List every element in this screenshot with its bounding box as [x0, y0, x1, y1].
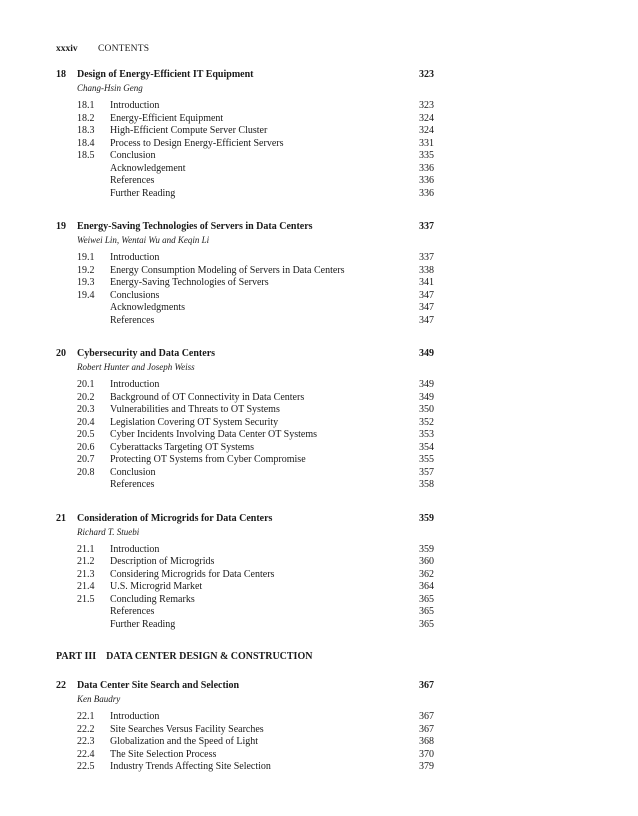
chapter-heading	[56, 68, 434, 82]
entry-page: 354	[419, 441, 434, 453]
entry-title: Energy-Saving Technologies of Servers	[110, 277, 269, 288]
toc-entry	[77, 761, 434, 774]
entry-number: 20.1	[77, 379, 95, 390]
chapter-page: 337	[419, 221, 434, 232]
chapter-heading	[56, 220, 434, 234]
chapter-authors: Weiwei Lin, Wentai Wu and Keqin Li	[77, 235, 210, 245]
entry-title: Protecting OT Systems from Cyber Compromise	[110, 454, 306, 465]
entry-title: Further Reading	[110, 618, 176, 630]
chapter-number: 20	[56, 348, 66, 359]
entry-page: 352	[419, 416, 434, 428]
entry-title: Conclusion	[110, 150, 156, 161]
toc-entry	[77, 125, 434, 138]
entry-title: Introduction	[110, 100, 160, 111]
entry-number: 21.4	[77, 581, 95, 592]
toc-entry	[77, 581, 434, 594]
entry-title: The Site Selection Process	[110, 748, 217, 760]
entry-title: Considering Microgrids for Data Centers	[110, 568, 275, 580]
toc-entry	[77, 265, 434, 278]
entry-page: 349	[419, 379, 434, 390]
entry-title: Legislation Covering OT System Security	[110, 416, 279, 428]
entry-page: 347	[419, 302, 434, 313]
toc-entry	[77, 404, 434, 417]
entry-number: 18.2	[77, 112, 95, 124]
toc-entry	[77, 569, 434, 582]
entry-page: 365	[419, 618, 434, 630]
entry-title: Process to Design Energy-Efficient Servers	[110, 137, 284, 149]
entry-number: 20.4	[77, 416, 95, 428]
entry-title: Conclusions	[110, 289, 160, 301]
chapter-block	[56, 68, 434, 200]
entry-title: High-Efficient Compute Server Cluster	[110, 125, 268, 136]
entry-number: 18.4	[77, 137, 95, 149]
entry-number: 20.8	[77, 466, 95, 478]
entry-title: Acknowledgement	[110, 162, 186, 174]
entry-title: References	[110, 175, 155, 186]
toc-entry	[77, 290, 434, 303]
chapter-number: 21	[56, 512, 66, 524]
entry-title: Background of OT Connectivity in Data Centers	[110, 391, 305, 403]
entry-title: Energy-Efficient Equipment	[110, 112, 224, 124]
chapter-title: Energy-Saving Technologies of Servers in Data Centers	[77, 221, 313, 232]
toc-entry	[77, 467, 434, 480]
entry-page: 331	[419, 137, 434, 149]
toc-entry	[77, 749, 434, 762]
entry-page: 367	[419, 723, 434, 735]
toc-entry	[77, 277, 434, 290]
entry-title: Globalization and the Speed of Light	[110, 736, 259, 747]
entry-page: 359	[419, 543, 434, 555]
entry-page: 324	[419, 125, 434, 136]
chapter-page: 367	[419, 680, 434, 691]
chapter-page: 359	[419, 512, 434, 524]
entry-number: 21.5	[77, 593, 95, 605]
entry-number: 22.3	[77, 736, 95, 747]
chapter-block	[56, 512, 434, 632]
entry-page: 336	[419, 175, 434, 186]
entry-page: 362	[419, 568, 434, 580]
entry-title: References	[110, 479, 155, 490]
entry-page: 367	[419, 711, 434, 722]
entry-number: 19.3	[77, 277, 95, 288]
entry-number: 21.1	[77, 543, 95, 555]
entry-number: 19.4	[77, 289, 95, 301]
running-title: CONTENTS	[98, 44, 150, 54]
toc-entry	[77, 429, 434, 442]
toc-entry	[77, 252, 434, 265]
chapter-number: 18	[56, 69, 66, 80]
page-number: xxxiv	[56, 44, 78, 54]
entry-title: Industry Trends Affecting Site Selection	[110, 761, 271, 772]
entry-page: 323	[419, 100, 434, 111]
entry-page: 364	[419, 581, 434, 592]
entry-page: 338	[419, 264, 434, 276]
entry-title: Introduction	[110, 379, 160, 390]
entry-number: 20.5	[77, 429, 95, 440]
chapter-heading	[56, 679, 434, 693]
toc-entry	[77, 417, 434, 430]
entry-number: 22.5	[77, 761, 95, 772]
entry-title: Acknowledgments	[110, 302, 185, 313]
chapter-title: Design of Energy-Efficient IT Equipment	[77, 69, 254, 80]
chapter-title: Consideration of Microgrids for Data Centers	[77, 512, 273, 524]
toc-entry	[77, 544, 434, 557]
part-heading	[56, 650, 434, 664]
toc-entry	[77, 392, 434, 405]
toc-entry	[77, 606, 434, 619]
entry-page: 337	[419, 252, 434, 263]
entry-page: 360	[419, 556, 434, 567]
entry-number: 18.5	[77, 150, 95, 161]
toc-entry	[77, 479, 434, 492]
chapter-block	[56, 679, 434, 774]
entry-page: 347	[419, 289, 434, 301]
entry-title: Introduction	[110, 252, 160, 263]
entry-number: 22.1	[77, 711, 95, 722]
entry-title: Cyberattacks Targeting OT Systems	[110, 441, 255, 453]
toc-entry	[77, 100, 434, 113]
entry-page: 355	[419, 454, 434, 465]
part-title: DATA CENTER DESIGN & CONSTRUCTION	[106, 651, 313, 662]
entry-title: Cyber Incidents Involving Data Center OT Systems	[110, 429, 318, 440]
entry-page: 336	[419, 162, 434, 174]
chapter-authors: Richard T. Stuebi	[77, 526, 140, 537]
entry-page: 365	[419, 593, 434, 605]
entry-page: 379	[419, 761, 434, 772]
entry-number: 19.2	[77, 264, 95, 276]
entry-page: 324	[419, 112, 434, 124]
entry-number: 18.3	[77, 125, 95, 136]
entry-number: 20.7	[77, 454, 95, 465]
entry-title: References	[110, 606, 155, 617]
chapter-number: 19	[56, 221, 66, 232]
toc-entry	[77, 138, 434, 151]
entry-number: 20.6	[77, 441, 95, 453]
entry-page: 336	[419, 187, 434, 199]
chapter-authors: Robert Hunter and Joseph Weiss	[77, 362, 195, 372]
toc-entry	[77, 163, 434, 176]
toc-entry	[77, 724, 434, 737]
toc-entry	[77, 315, 434, 328]
toc-entry	[77, 113, 434, 126]
entry-number: 22.2	[77, 723, 95, 735]
entry-title: Vulnerabilities and Threats to OT Systems	[110, 404, 280, 415]
chapter-title: Cybersecurity and Data Centers	[77, 348, 216, 359]
entry-page: 335	[419, 150, 434, 161]
entry-title: Introduction	[110, 543, 160, 555]
entry-title: Concluding Remarks	[110, 593, 195, 605]
chapter-authors: Ken Baudry	[77, 694, 121, 704]
entry-title: U.S. Microgrid Market	[110, 581, 203, 592]
entry-number: 20.2	[77, 391, 95, 403]
toc-entry	[77, 150, 434, 163]
entry-page: 353	[419, 429, 434, 440]
entry-page: 357	[419, 466, 434, 478]
entry-number: 22.4	[77, 748, 95, 760]
toc-entry	[77, 454, 434, 467]
toc-entry	[77, 442, 434, 455]
entry-page: 368	[419, 736, 434, 747]
chapter-page: 323	[419, 69, 434, 80]
entry-number: 18.1	[77, 100, 95, 111]
toc-entry	[77, 379, 434, 392]
entry-page: 350	[419, 404, 434, 415]
toc-entry	[77, 594, 434, 607]
chapter-heading	[56, 512, 434, 526]
entry-title: Conclusion	[110, 466, 156, 478]
toc-entry	[77, 175, 434, 188]
entry-title: Energy Consumption Modeling of Servers in Data Centers	[110, 264, 345, 276]
chapter-authors: Chang-Hsin Geng	[77, 83, 143, 93]
toc-entry	[77, 302, 434, 315]
toc-entry	[77, 188, 434, 201]
chapter-heading	[56, 347, 434, 361]
entry-page: 347	[419, 314, 434, 326]
entry-page: 370	[419, 748, 434, 760]
entry-title: Further Reading	[110, 187, 176, 199]
entry-number: 21.3	[77, 568, 95, 580]
entry-page: 365	[419, 606, 434, 617]
entry-number: 21.2	[77, 556, 95, 567]
toc-entry	[77, 736, 434, 749]
chapter-title: Data Center Site Search and Selection	[77, 680, 240, 691]
entry-number: 19.1	[77, 252, 95, 263]
entry-page: 349	[419, 391, 434, 403]
entry-title: Introduction	[110, 711, 160, 722]
entry-page: 341	[419, 277, 434, 288]
entry-title: Site Searches Versus Facility Searches	[110, 723, 264, 735]
table-of-contents	[56, 68, 434, 794]
chapter-block	[56, 220, 434, 327]
entry-title: References	[110, 314, 155, 326]
chapter-page: 349	[419, 348, 434, 359]
toc-entry	[77, 556, 434, 569]
entry-page: 358	[419, 479, 434, 490]
part-label: PART III	[56, 651, 97, 662]
running-head	[56, 44, 149, 54]
entry-title: Description of Microgrids	[110, 556, 215, 567]
toc-entry	[77, 711, 434, 724]
chapter-number: 22	[56, 680, 66, 691]
chapter-block	[56, 347, 434, 492]
toc-entry	[77, 619, 434, 632]
entry-number: 20.3	[77, 404, 95, 415]
